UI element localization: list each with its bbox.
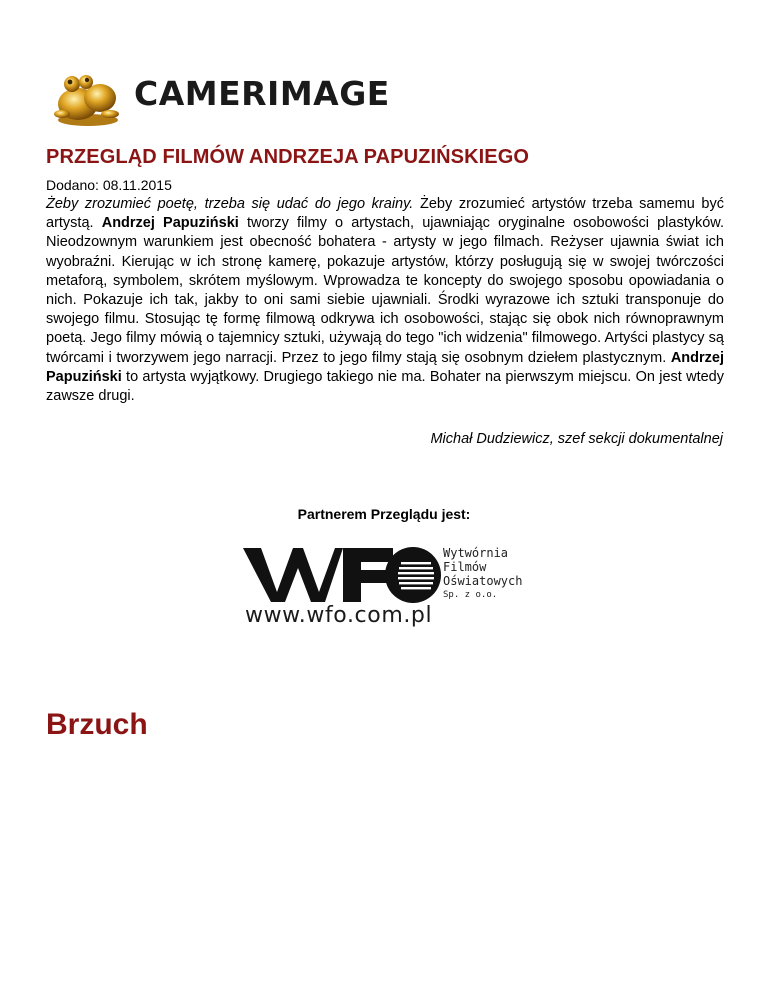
opening-quote: Żeby zrozumieć poetę, trzeba się udać do jego krainy.: [46, 196, 414, 212]
director-name: Andrzej Papuziński: [101, 215, 239, 232]
partner-name-block: [443, 546, 522, 602]
body-text-2: tworzy filmy o artystach, ujawniając oryginalne osobowości plastyków. Nieodzownym warunkiem jest obecność bohatera - artysty w jego filmach. Reżyser ujawnia świat ich wyobraźni. Kierując w ich stronę kamerę, pokazuje artystów, którzy posługują się w swojej twórczości metaforą, symbolem, skrótem myślowym. Wprowadza te koncepty do swojego sposobu opowiadania o nich. Pokazuje ich tak, jakby to oni sami siebie ujawniali. Środki wyrazowe ich sztuki transponuje do swojego filmu. Stosując tę formę filmową odkrywa ich osobowości, stając się obok nich równoprawnym poetą. Jego filmy mówią o tajemnicy sztuki, używają do tego "ich widzenia" filmowego. Artyści plastycy są twórcami i tworzywem jego narracji. Przez to jego filmy stają się osobnym dziełem plastycznym.: [46, 215, 724, 366]
body-text-3: to artysta wyjątkowy. Drugiego takiego nie ma. Bohater na pierwszym miejscu. On jest wtedy zawsze drugi.: [46, 368, 724, 405]
golden-frog-icon: [48, 64, 128, 128]
partner-url: www.wfo.com.pl: [245, 603, 433, 628]
partner-label: Partnerem Przeglądu jest:: [297, 506, 471, 522]
logo-wordmark: CAMERIMAGE: [134, 74, 390, 113]
partner-company-type: Sp. z o.o.: [443, 590, 498, 600]
section-heading: Brzuch: [46, 708, 148, 741]
camerimage-logo: [48, 62, 388, 132]
director-name: Andrzej Papuziński: [46, 349, 724, 385]
article-body: [46, 195, 724, 406]
partner-name-line: Oświatowych: [443, 574, 523, 588]
body-text-1: Żeby zrozumieć artystów trzeba samemu być artystą.: [46, 196, 724, 232]
article-title: PRZEGLĄD FILMÓW ANDRZEJA PAPUZIŃSKIEGO: [46, 146, 530, 168]
post-date: Dodano: 08.11.2015: [46, 177, 172, 193]
author-signature: Michał Dudziewicz, szef sekcji dokumentalnej: [430, 431, 723, 447]
partner-name-line: Wytwórnia: [443, 546, 509, 560]
partner-name-line: Filmów: [443, 560, 487, 574]
